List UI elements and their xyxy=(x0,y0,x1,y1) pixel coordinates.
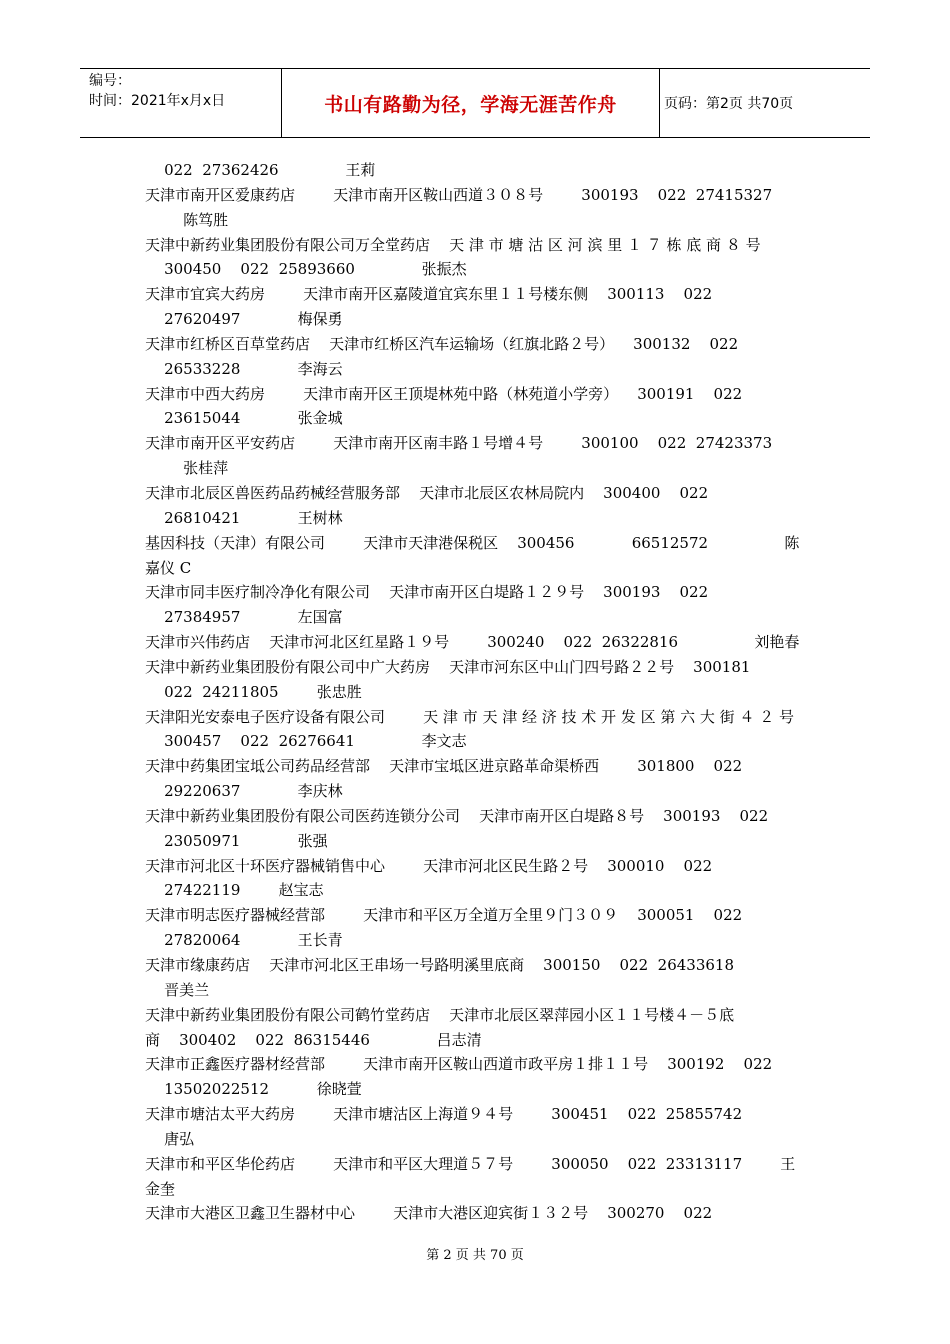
listing-line: 唐弘 xyxy=(145,1129,195,1148)
listing-line: 天津市河北区十环医疗器械销售中心 天津市河北区民生路２号 300010 022 xyxy=(145,856,713,875)
document-number-label: 编号： xyxy=(89,73,131,89)
listing-line: 晋美兰 xyxy=(145,980,210,999)
listing-line: 天津阳光安泰电子医疗设备有限公司 天 津 市 天 津 经 济 技 术 开 发 区 第 六 大 街 ４ ２ 号 xyxy=(145,707,794,726)
listing-line: 商 300402 022 86315446 吕志清 xyxy=(145,1030,482,1049)
listing-line: 张桂萍 xyxy=(145,459,229,478)
header-meta xyxy=(80,69,282,137)
listing-line: 27384957 左国富 xyxy=(145,608,343,627)
listing-line: 27422119 赵宝志 xyxy=(145,881,324,900)
listing-line: 300457 022 26276641 李文志 xyxy=(145,732,467,751)
listing-line: 27620497 梅保勇 xyxy=(145,310,343,329)
listing-line: 天津市大港区卫鑫卫生器材中心 天津市大港区迎宾街１３２号 300270 022 xyxy=(145,1204,713,1223)
listing-line: 嘉仪 C xyxy=(145,558,192,577)
listing-line: 天津市明志医疗器械经营部 天津市和平区万全道万全里９门３０９ 300051 022 xyxy=(145,906,743,925)
listing-line: 23050971 张强 xyxy=(145,831,328,850)
header-motto: 书山有路勤为径，学海无涯苦作舟 xyxy=(324,93,617,116)
listing-line: 天津中新药业集团股份有限公司医药连锁分公司 天津市南开区白堤路８号 300193 022 xyxy=(145,806,769,825)
listing-line: 天津市北辰区兽医药品药械经营服务部 天津市北辰区农林局院内 300400 022 xyxy=(145,483,709,502)
listing-line: 27820064 王长青 xyxy=(145,931,343,950)
listing-line: 天津市塘沽太平大药房 天津市塘沽区上海道９４号 300451 022 25855742 xyxy=(145,1105,743,1124)
listing-line: 天津市和平区华伦药店 天津市和平区大理道５７号 300050 022 23313117 王 xyxy=(145,1154,796,1173)
listing-line: 天津市南开区平安药店 天津市南开区南丰路１号增４号 300100 022 27423373 xyxy=(145,434,773,453)
listing-line: 26810421 王树林 xyxy=(145,508,343,527)
listing-line: 天津市南开区爱康药店 天津市南开区鞍山西道３０８号 300193 022 27415327 xyxy=(145,185,773,204)
listing-line: 天津市红桥区百草堂药店 天津市红桥区汽车运输场（红旗北路２号） 300132 022 xyxy=(145,334,739,353)
listing-line: 金奎 xyxy=(145,1179,176,1198)
listing-line: 26533228 李海云 xyxy=(145,359,343,378)
page-footer: 第 2 页 共 70 页 xyxy=(426,1248,524,1263)
listing-line: 天津市兴伟药店 天津市河北区红星路１９号 300240 022 26322816 刘艳春 xyxy=(145,633,800,652)
listing-line: 022 27362426 王莉 xyxy=(145,161,376,179)
listing-line: 天津市正鑫医疗器材经营部 天津市南开区鞍山西道市政平房１排１１号 300192 022 xyxy=(145,1055,773,1074)
header-page-info-cell xyxy=(660,69,870,137)
listing-line: 天津中新药业集团股份有限公司中广大药房 天津市河东区中山门四号路２２号 300181 xyxy=(145,657,751,676)
listing-line: 23615044 张金城 xyxy=(145,409,343,428)
listing-line: 天津市中西大药房 天津市南开区王顶堤林苑中路（林苑道小学旁） 300191 022 xyxy=(145,384,743,403)
listing-line: 300450 022 25893660 张振杰 xyxy=(145,260,467,279)
listing-line: 13502022512 徐晓萱 xyxy=(145,1080,362,1099)
listing-line: 天津中新药业集团股份有限公司万全堂药店 天 津 市 塘 沽 区 河 滨 里 １ ７ 栋 底 商 ８ 号 xyxy=(145,235,761,254)
page-header xyxy=(80,68,870,138)
directory-listing xyxy=(145,158,807,1226)
listing-line: 天津市缘康药店 天津市河北区王串场一号路明溪里底商 300150 022 26433618 xyxy=(145,956,734,974)
listing-line: 陈笃胜 xyxy=(145,210,229,229)
header-page-info: 页码：第2页 共70页 xyxy=(664,96,794,112)
header-motto-cell xyxy=(282,69,660,137)
listing-line: 29220637 李庆林 xyxy=(145,782,343,801)
listing-line: 022 24211805 张忠胜 xyxy=(145,682,362,701)
listing-line: 天津中药集团宝坻公司药品经营部 天津市宝坻区进京路革命渠桥西 301800 022 xyxy=(145,757,743,776)
listing-line: 基因科技（天津）有限公司 天津市天津港保税区 300456 66512572 陈 xyxy=(145,533,800,552)
document-time-label: 时间：2021年x月x日 xyxy=(89,93,226,109)
listing-line: 天津中新药业集团股份有限公司鹤竹堂药店 天津市北辰区翠萍园小区１１号楼４－５底 xyxy=(145,1005,735,1024)
listing-line: 天津市宜宾大药房 天津市南开区嘉陵道宜宾东里１１号楼东侧 300113 022 xyxy=(145,285,713,304)
listing-line: 天津市同丰医疗制冷净化有限公司 天津市南开区白堤路１２９号 300193 022 xyxy=(145,583,709,602)
